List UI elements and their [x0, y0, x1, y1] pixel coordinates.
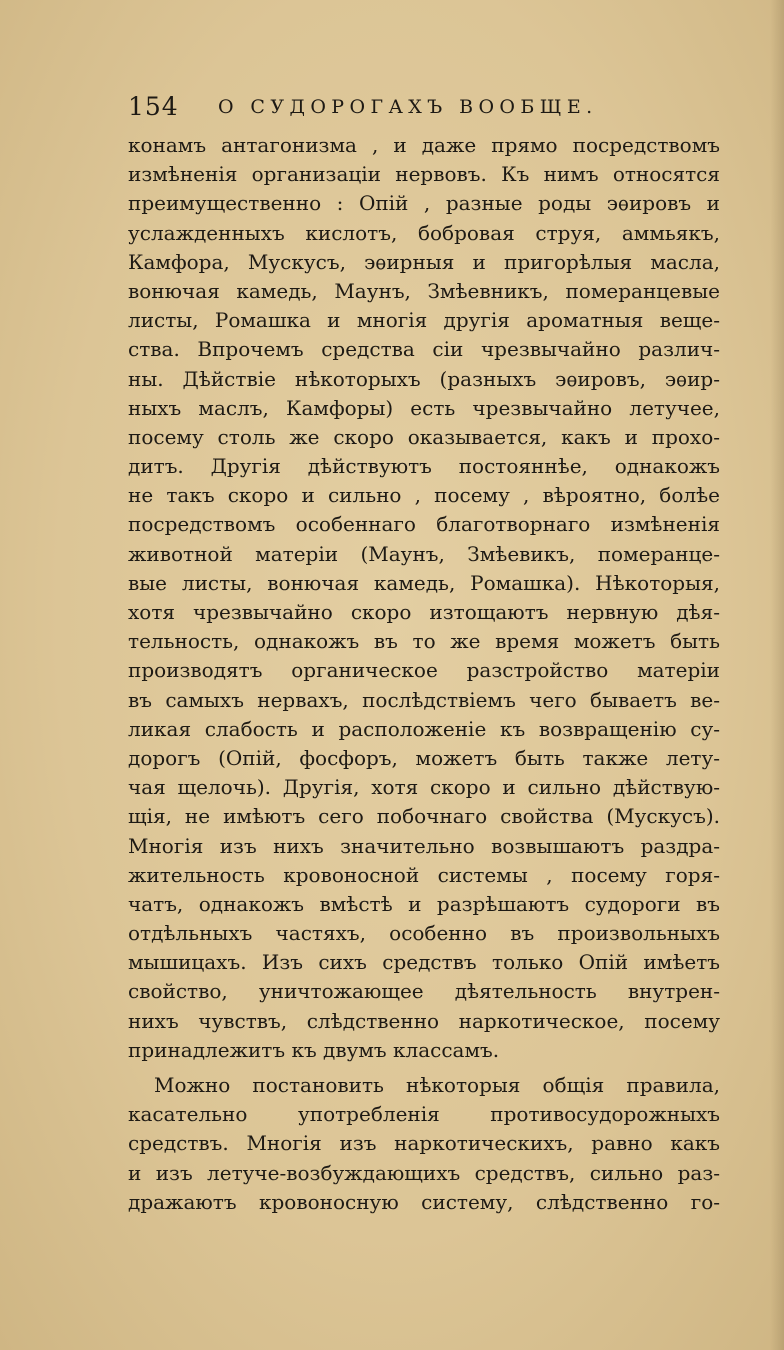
- text-line: дражаютъ кровоносную систему, слѣдственно го-: [128, 1189, 720, 1214]
- text-line: животной матеріи (Маунъ, Змѣевикъ, померанце-: [128, 541, 720, 566]
- text-line: конамъ антагонизма , и даже прямо посредствомъ: [128, 133, 720, 157]
- text-line: дитъ. Другія дѣйствуютъ постояннѣе, однакожъ: [128, 454, 720, 479]
- text-line: не такъ скоро и сильно , посему , вѣроятно, болѣе: [128, 483, 720, 508]
- text-line: ликая слабость и расположеніе къ возвращенію су-: [128, 716, 720, 741]
- page-number: 154: [128, 92, 179, 121]
- text-line: касательно употребленія противосудорожныхъ: [128, 1102, 720, 1127]
- text-line: вые листы, вонючая камедь, Ромашка). Нѣкоторыя,: [128, 570, 720, 595]
- text-line: преимущественно : Опій , разные роды эѳировъ и: [128, 191, 720, 216]
- text-line: посему столь же скоро оказывается, какъ и прохо-: [128, 424, 720, 449]
- text-line: тельность, однакожъ въ то же время можетъ быть: [128, 629, 720, 654]
- text-line: въ самыхъ нервахъ, послѣдствіемъ чего бываетъ ве-: [128, 687, 720, 712]
- text-line: мышицахъ. Изъ сихъ средствъ только Опій имѣетъ: [128, 950, 720, 975]
- paragraph-1: [128, 131, 720, 1065]
- text-line: чая щелочь). Другія, хотя скоро и сильно дѣйствую-: [128, 775, 720, 800]
- text-line: ныхъ маслъ, Камфоры) есть чрезвычайно летучее,: [128, 395, 720, 420]
- text-line: отдѣльныхъ частяхъ, особенно въ произвольныхъ: [128, 921, 720, 946]
- body-text: [128, 131, 720, 1217]
- text-line: чатъ, однакожъ вмѣстѣ и разрѣшаютъ судороги въ: [128, 891, 720, 916]
- text-line: Камфора, Мускусъ, эѳирныя и пригорѣлыя масла,: [128, 249, 720, 274]
- text-line: жительность кровоносной системы , посему горя-: [128, 862, 720, 887]
- text-line: щія, не имѣютъ сего побочнаго свойства (Мускусъ).: [128, 804, 720, 829]
- text-line: Многія изъ нихъ значительно возвышаютъ раздра-: [128, 833, 720, 858]
- text-line: нихъ чувствъ, слѣдственно наркотическое, посему: [128, 1008, 720, 1033]
- text-line: услажденныхъ кислотъ, бобровая струя, аммьякъ,: [128, 220, 720, 245]
- text-line: производятъ органическое разстройство матеріи: [128, 658, 720, 683]
- text-line: измѣненія организаціи нервовъ. Къ нимъ относятся: [128, 162, 720, 187]
- text-line: средствъ. Многія изъ наркотическихъ, равно какъ: [128, 1131, 720, 1156]
- text-line: хотя чрезвычайно скоро изтощаютъ нервную дѣя-: [128, 600, 720, 624]
- text-line: и изъ летуче-возбуждающихъ средствъ, сильно раз-: [128, 1160, 720, 1185]
- text-line: дорогъ (Опій, фосфоръ, можетъ быть также лету-: [128, 745, 720, 770]
- text-line: ства. Впрочемъ средства сіи чрезвычайно различ-: [128, 337, 720, 362]
- text-line: Можно постановить нѣкоторыя общія правила,: [154, 1073, 720, 1097]
- text-line: свойство, уничтожающее дѣятельность внутрен-: [128, 979, 720, 1004]
- text-line: принадлежитъ къ двумъ классамъ.: [128, 1037, 500, 1062]
- text-line: листы, Ромашка и многія другія ароматныя веще-: [128, 308, 720, 333]
- paragraph-2: [128, 1071, 720, 1217]
- text-line: ны. Дѣйствіе нѣкоторыхъ (разныхъ эѳировъ, эѳир-: [128, 366, 720, 391]
- running-header: [128, 92, 718, 128]
- text-line: вонючая камедь, Маунъ, Змѣевникъ, померанцевые: [128, 278, 720, 303]
- page-edge-shadow: [770, 0, 784, 1350]
- text-line: посредствомъ особеннаго благотворнаго измѣненія: [128, 512, 720, 537]
- chapter-title: О СУДОРОГАХЪ ВООБЩЕ.: [218, 96, 598, 118]
